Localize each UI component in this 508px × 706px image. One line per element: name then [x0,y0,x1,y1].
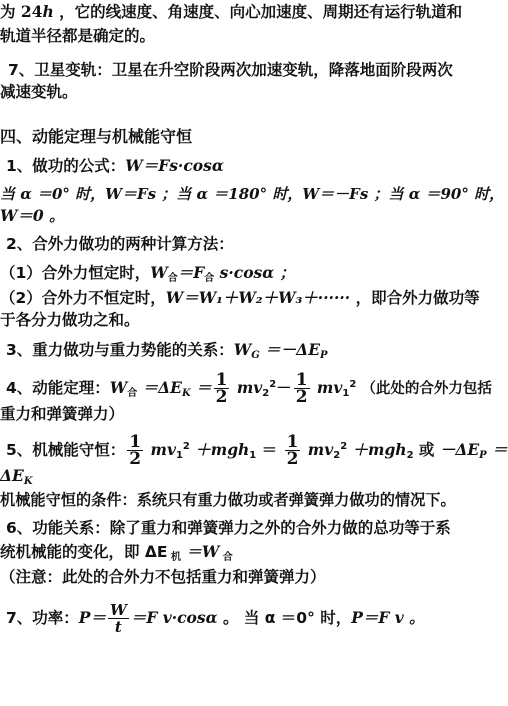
fraction-half: $\frac{1}{2}$ [215,370,228,407]
mechanical-energy-conservation-end: ΔEK [0,466,33,487]
fraction-w-over-t: $\frac{W}{t}$ [109,601,127,636]
text-line-4: 减速变轨。 [0,83,78,101]
text-line-2: 轨道半径都是确定的。 [0,27,156,45]
net-work-variable-end: 于各分力做功之和。 [0,311,140,329]
net-work-heading: 2、合外力做功的两种计算方法： [6,235,234,253]
kinetic-energy-note-end: 重力和弹簧弹力） [0,405,125,423]
power-formula: 7、功率：P＝ $\frac{W}{t}$ ＝F v·cosα 。 当 α ＝0° 时，P＝F v 。 [6,601,425,636]
energy-work-note: （注意：此处的合外力不包括重力和弹簧弹力） [0,568,326,586]
energy-work-relation-2: 统机械能的变化，即 ΔE $_机$ ＝W $_合$ [0,542,233,563]
fraction-half: $\frac{1}{2}$ [286,432,299,469]
net-work-variable: （2）合外力不恒定时，W＝W₁＋W₂＋W₃＋······ ，即合外力做功等 [0,288,480,307]
text-line-3: 7、卫星变轨：卫星在升空阶段两次加速变轨，降落地面阶段两次 [8,61,453,79]
text-line-1: 为 24h ，它的线速度、角速度、向心加速度、周期还有运行轨道和 [0,2,463,21]
work-angle-cases: 当 α ＝0° 时，W＝Fs ；当 α ＝180° 时，W＝－Fs ；当 α ＝90° 时， [0,185,505,203]
net-work-constant: （1）合外力恒定时，$W_合=F_合$ s·cosα ； [0,263,296,284]
kinetic-energy-theorem: 4、动能定理：$W_合 =\Delta EK$ ＝ $\frac{1}{2}$ $mv_2^2-$ $\frac{1}{2}$ $mv_1^2$ （此处的合外力包括 [6,370,492,407]
section-heading: 四、动能定理与机械能守恒 [0,127,193,146]
mechanical-energy-conservation: 5、机械能守恒： $\frac{1}{2}$ $mv_1^2 +mgh_1$ ＝ $\frac{1}{2}$ $mv_2^2 +mgh_2$ 或 －ΔEP ＝ [6,432,508,469]
energy-work-relation: 6、功能关系：除了重力和弹簧弹力之外的合外力做的总功等于系 [6,519,451,537]
fraction-half: $\frac{1}{2}$ [129,432,142,469]
work-angle-cases-end: W＝0 。 [0,206,65,225]
fraction-half: $\frac{1}{2}$ [295,370,308,407]
work-formula-line: 1、做功的公式：W＝Fs·cosα [6,156,224,175]
conservation-condition: 机械能守恒的条件：系统只有重力做功或者弹簧弹力做功的情况下。 [0,491,456,509]
gravity-work-line: 3、重力做功与重力势能的关系：WG ＝－ΔEP [6,340,328,361]
